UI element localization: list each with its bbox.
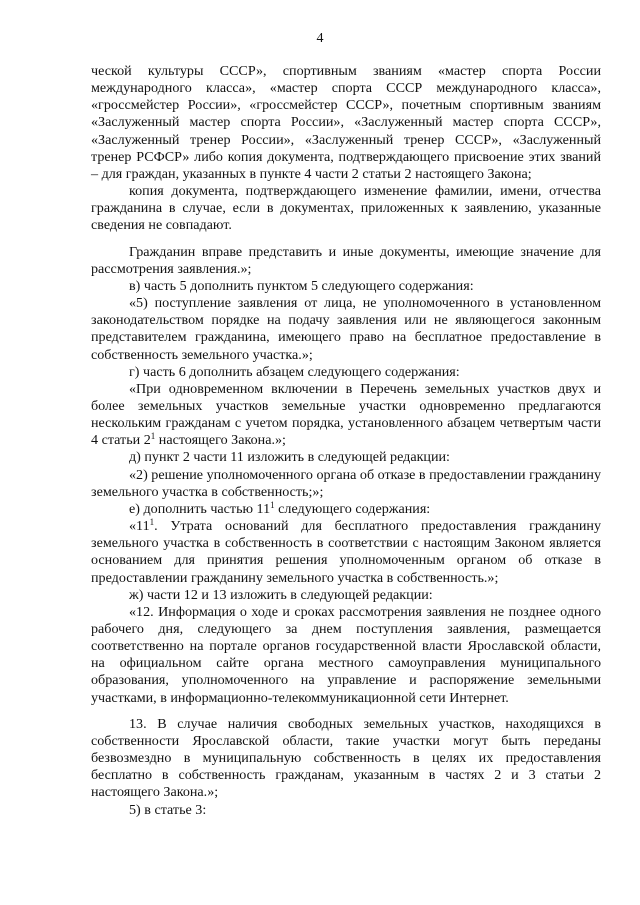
superscript: 1 [270,499,275,510]
paragraph-amendment-v: в) часть 5 дополнить пунктом 5 следующего содержания: [129,277,474,294]
paragraph-other-documents: Гражданин вправе представить и иные документы, имеющие значение для рассмотрения заявления.»; [91,243,601,277]
document-body [91,63,601,819]
paragraph-item-5: «5) поступление заявления от лица, не уполномоченного в установленном законодательством порядке на подачу заявления или не являющегося законным представителем гражданина, имеющего право на бесплатное предоставление в собственность земельного участка.»; [91,295,601,363]
paragraph-refusal-decision: «2) решение уполномоченного органа об отказе в предоставлении гражданину земельного участка в собственность;»; [91,466,601,500]
paragraph-part-13: 13. В случае наличия свободных земельных участков, находящихся в собственности Ярославской области, такие участки могут быть переданы безвозмездно в муниципальную собственность в целях их предоставления бесплатно в собственность гражданам, указанным в частях 2 и 3 статьи 2 настоящего Закона.»; [91,715,601,801]
paragraph-amendment-d: д) пункт 2 части 11 изложить в следующей редакции: [129,449,450,466]
paragraph-sports-titles: ческой культуры СССР», спортивным званиям «мастер спорта России международного класса», «мастер спорта СССР международного класса», «гроссмейстер России», «гроссмейстер СССР», почетным спортивным званиям «Заслуженный мастер спорта России», «Заслуженный мастер спорта СССР», «Заслуженный тренер России», «Заслуженный тренер СССР», «Заслуженный тренер РСФСР» либо копия документа, подтверждающего присвоение этих званий – для граждан, указанных в пункте 4 части 2 статьи 2 настоящего Закона; [91,63,601,182]
superscript: 1 [149,517,155,528]
paragraph-part-11-1: «$11^1$. Утрата оснований для бесплатного предоставления гражданину земельного участка в собственность в соответствии с настоящим Законом является основанием для принятия решения уполномоченным органом об отказе в предоставлении гражданину земельного участка в собственность.»; [91,517,601,586]
paragraph-article-3: 5) в статье 3: [129,801,207,818]
page-number: 4 [316,31,324,46]
paragraph-amendment-zh: ж) части 12 и 13 изложить в следующей редакции: [129,586,433,603]
superscript: 1 [150,431,156,442]
paragraph-name-change-copy: копия документа, подтверждающего изменение фамилии, имени, отчества гражданина в случае, если в документах, приложенных к заявлению, указанные сведения не совпадают. [91,183,601,234]
paragraph-simultaneous-inclusion: «При одновременном включении в Перечень земельных участков двух и более земельных участков земельные участки одновременно предлагаются нескольким гражданам с учетом порядка, установленного абзацем четвертым части 4 статьи $2^1$ настоящего Закона.»; [91,380,601,449]
paragraph-part-12: «12. Информация о ходе и сроках рассмотрения заявления не позднее одного рабочего дня, следующего за днем поступления заявления, размещается соответственно на портале органов государственной власти Ярославской области, на официальном сайте органа местного самоуправления муниципального образования, уполномоченного на управление и распоряжение земельными участками, в информационно-телекоммуникационной сети Интернет. [91,603,601,706]
paragraph-amendment-e: е) дополнить частью $11^1$ следующего содержания: [129,499,431,517]
paragraph-amendment-g: г) часть 6 дополнить абзацем следующего содержания: [129,363,460,380]
